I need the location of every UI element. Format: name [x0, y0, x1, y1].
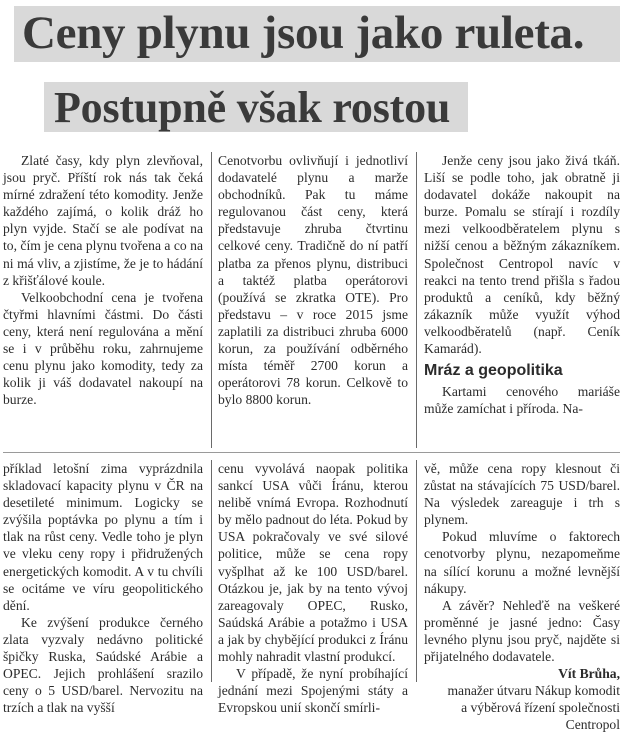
article-column-bottom-1 [3, 460, 203, 716]
author-role: a výběrová řízení společnosti [461, 700, 620, 716]
author-name: Vít Brůha, [558, 666, 620, 682]
headline-line-1: Ceny plynu jsou jako ruleta. [14, 6, 620, 62]
article-column-bottom-3 [424, 460, 620, 734]
paragraph: Ke zvýšení produkce černého zlata vyzvaly nedávno politické špičky Ruska, Saúdské Arábie a OPEC. Jejich prohlášení srazilo ceny o 5 USD/barel. Nervozitu na trzích a tlak na vyšší [3, 614, 203, 716]
paragraph: příklad letošní zima vyprázdnila skladovací kapacity plynu v ČR na desetileté minimum. Logicky se zvýšila poptávka po plynu a tím i tlak na růst ceny. Vedle toho je plyn ve vleku ceny ropy i přidružených energetických komodit. A v tu chvíli se ocitáme ve víru geopolitického dění. [3, 461, 203, 613]
paragraph: Zlaté časy, kdy plyn zlevňoval, jsou pryč. Příští rok nás tak čeká mírné zdražení této komodity. Jenže každého zajímá, o kolik dráž ho plyn vyjde. Stačí se ale podívat na to, čím je cena plynu tvořena a co na ni má vliv, a zjistíme, že je to hádání z křišťálové koule. [3, 153, 203, 288]
author-company: Centropol [565, 717, 620, 733]
paragraph: Kartami cenového mariáše může zamíchat i příroda. Na- [424, 384, 620, 417]
article-column-top-3 [424, 152, 620, 417]
paragraph: vě, může cena ropy klesnout či zůstat na stávajících 75 USD/barel. Na výsledek zareaguje i trh s plynem. [424, 461, 620, 528]
article-column-top-1 [3, 152, 203, 408]
section-subheading: Mráz a geopolitika [424, 362, 563, 380]
paragraph: Velkoobchodní cena je tvořena čtyřmi hlavními částmi. Do části ceny, která není regulována a mění se i v průběhu roku, zahrnujeme cenu plynu jako komodity, tedy za kolik ji váš dodavatel nakoupí na burze. [3, 289, 203, 408]
column-divider [211, 152, 212, 448]
paragraph: Pokud mluvíme o faktorech cenotvorby plynu, nezapomeňme na sílící korunu a možné levnější nákupy. [424, 529, 620, 596]
paragraph: V případě, že nyní probíhající jednání mezi Spojenými státy a Evropskou unií skončí smírli- [218, 666, 408, 716]
column-divider [416, 460, 417, 682]
paragraph: Jenže ceny jsou jako živá tkáň. Liší se podle toho, jak obratně ji dodavatel dokáže nakoupit na burze. Pomalu se stírají i rozdíly mezi velkoodběratelem plynu s nižší cenou a běžným zákazníkem. Společnost Centropol navíc v reakci na tento trend přišla s řadou produktů a ceníků, kdy běžný zákazník může využít výhod velkoodběratelů (např. Ceník Kamarád). [424, 153, 620, 357]
article-column-top-2 [218, 152, 408, 408]
column-divider [416, 152, 417, 448]
column-divider [211, 460, 212, 682]
author-role: manažer útvaru Nákup komodit [447, 683, 620, 699]
section-divider [3, 452, 620, 453]
paragraph: A závěr? Nehleďě na veškeré proměnné je jasné jedno: Časy levného plynu jsou pryč, najděte si přijatelného dodavatele. [424, 597, 620, 665]
article-column-bottom-2 [218, 460, 408, 716]
paragraph: Cenotvorbu ovlivňují i jednotliví dodavatelé plynu a marže obchodníků. Pak tu máme regulovanou část ceny, která představuje zhruba čtvrtinu celkové ceny. Tradičně do ní patří platba za přenos plynu, distribuci a taktéž platba operátorovi (používá se zkratka OTE). Pro představu – v roce 2015 jsme zaplatili za distribuci zhruba 6000 korun, za používání odběrného místa téměř 2700 korun a operátorovi 78 korun. Celkově to bylo 8800 korun. [218, 153, 408, 408]
paragraph: cenu vyvolává naopak politika sankcí USA vůči Íránu, kterou nelibě vnímá Evropa. Rozhodnutí by mělo padnout do léta. Pokud by USA pokračovaly ve své silové politice, může se cena ropy vyšplhat až ke 100 USD/barel. Otázkou je, jak by na tento vývoj zareagovaly OPEC, Rusko, Saúdská Arábie a potažmo i USA a jak by chybějící produkci z Íránu mohly nahradit vlastní produkcí. [218, 461, 408, 665]
headline-line-2: Postupně však rostou [44, 82, 468, 132]
